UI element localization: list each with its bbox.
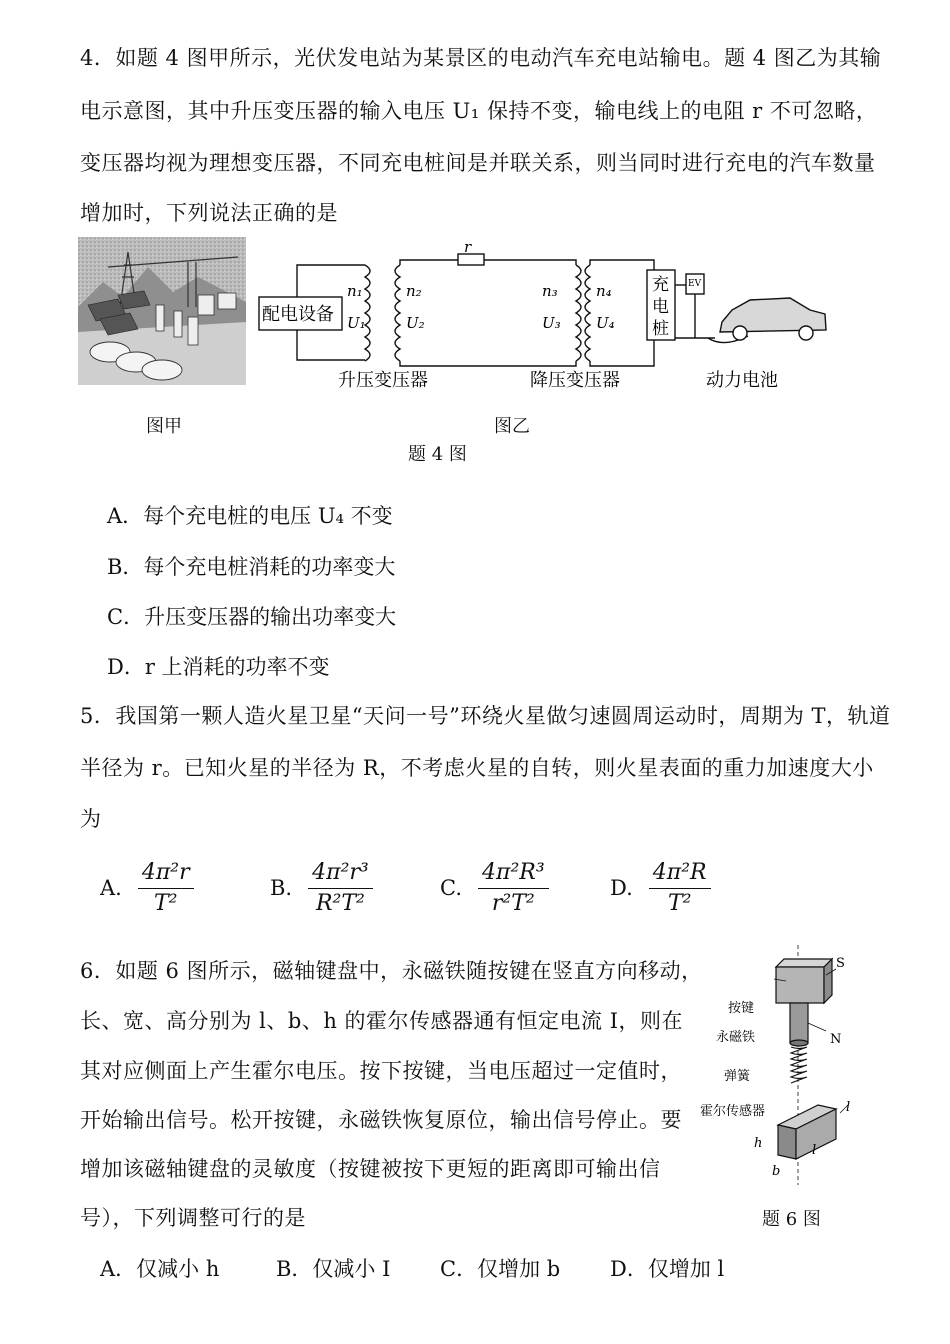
q4-option-c: C．升压变压器的输出功率变大 [107, 605, 397, 629]
tanhuang-label: 弹簧 [724, 1069, 751, 1084]
n3-label: n₃ [542, 282, 558, 300]
u3-label: U₃ [542, 314, 561, 332]
q6-figure-magnetic-key [690, 945, 870, 1187]
q4-option-a: A．每个充电桩的电压 U₄ 不变 [107, 504, 393, 528]
q6-option-a: A．仅减小 h [100, 1257, 220, 1281]
q6-option-d: D．仅增加 l [610, 1257, 725, 1281]
q5-option-d-denominator: T² [667, 891, 692, 916]
q5-line-2: 半径为 r。已知火星的半径为 R，不考虑火星的自转，则火星表面的重力加速度大小 [80, 756, 874, 780]
anjian-label: 按键 [728, 1001, 755, 1016]
q4-figure-caption: 题 4 图 [408, 444, 467, 465]
hall-sensor-front [778, 1125, 796, 1159]
q5-option-a-numerator: 4π²r [138, 860, 194, 889]
jiangya-label: 降压变压器 [530, 370, 620, 391]
q4-figure-yi-circuit [250, 240, 830, 395]
q6-option-c: C．仅增加 b [440, 1257, 561, 1281]
n4-label: n₄ [596, 282, 612, 300]
chongdian-char-2: 电 [652, 297, 669, 317]
q5-line-3: 为 [80, 807, 102, 831]
spring-coil [791, 1047, 807, 1083]
coil-primary-step-up [365, 265, 370, 361]
n-pole-label: N [830, 1032, 842, 1047]
h-label: h [754, 1136, 763, 1151]
q5-option-c-denominator: r²T² [491, 891, 535, 916]
q4-caption-jia: 图甲 [146, 416, 182, 437]
q6-line-4: 开始输出信号。松开按键，永磁铁恢复原位，输出信号停止。要 [80, 1108, 682, 1132]
q4-line-3: 变压器均视为理想变压器，不同充电桩间是并联关系，则当同时进行充电的汽车数量 [80, 151, 876, 175]
q5-option-a-denominator: T² [153, 891, 178, 916]
q6-line-6: 号），下列调整可行的是 [80, 1206, 306, 1230]
q5-option-c-numerator: 4π²R³ [478, 860, 549, 889]
key-cap-front [776, 967, 824, 1003]
u4-label: U₄ [596, 314, 615, 332]
coil-secondary-step-up [395, 265, 400, 361]
q4-line-1: 4．如题 4 图甲所示，光伏发电站为某景区的电动汽车充电站输电。题 4 图乙为其输 [80, 46, 882, 70]
q4-figure-jia-illustration [78, 237, 246, 385]
n1-label: n₁ [347, 282, 363, 300]
q5-option-b-label: B. [270, 876, 293, 900]
chongdian-char-1: 充 [652, 275, 669, 295]
q5-option-d [610, 860, 711, 916]
coil-secondary-step-down [585, 265, 590, 361]
wire [297, 330, 365, 360]
q6-line-1: 6．如题 6 图所示，磁轴键盘中，永磁铁随按键在竖直方向移动， [80, 959, 703, 983]
l-top-label: l [846, 1100, 851, 1115]
coil-primary-step-down [576, 265, 581, 361]
q4-option-b: B．每个充电桩消耗的功率变大 [107, 555, 396, 579]
q5-option-a-label: A. [100, 876, 122, 900]
q6-line-3: 其对应侧面上产生霍尔电压。按下按键，当电压超过一定值时， [80, 1059, 682, 1083]
q4-caption-yi: 图乙 [494, 416, 530, 437]
q6-option-b: B．仅减小 I [276, 1257, 391, 1281]
u2-label: U₂ [406, 314, 425, 332]
q5-option-b-numerator: 4π²r³ [308, 860, 373, 889]
r-label: r [464, 240, 472, 256]
q5-option-b [270, 860, 373, 916]
chongdian-char-3: 桩 [652, 319, 669, 339]
q5-option-b-denominator: R²T² [315, 891, 365, 916]
shengya-label: 升压变压器 [338, 370, 428, 391]
q5-option-a [100, 860, 194, 916]
q6-line-5: 增加该磁轴键盘的灵敏度（按键被按下更短的距离即可输出信 [80, 1157, 661, 1181]
q5-option-c [440, 860, 549, 916]
q4-line-2: 电示意图，其中升压变压器的输入电压 U₁ 保持不变，输电线上的电阻 r 不可忽略， [80, 99, 878, 123]
q6-line-2: 长、宽、高分别为 l、b、h 的霍尔传感器通有恒定电流 I，则在 [80, 1009, 684, 1033]
huoer-label: 霍尔传感器 [700, 1104, 766, 1119]
n-arrow [808, 1023, 826, 1031]
yongcitie-label: 永磁铁 [716, 1030, 756, 1045]
q5-option-d-numerator: 4π²R [649, 860, 711, 889]
q5-line-1: 5．我国第一颗人造火星卫星“天问一号”环绕火星做匀速圆周运动时，周期为 T，轨道 [80, 704, 891, 728]
b-label: b [772, 1164, 781, 1179]
key-cap-top [776, 959, 832, 967]
q5-option-c-label: C. [440, 876, 462, 900]
dongli-label: 动力电池 [706, 370, 778, 391]
s-pole-label: S [836, 956, 845, 971]
n2-label: n₂ [406, 282, 422, 300]
l-label: l [812, 1143, 817, 1158]
ev-label: EV [688, 279, 702, 289]
q4-option-d: D．r 上消耗的功率不变 [107, 655, 330, 679]
q6-figure-caption: 题 6 图 [762, 1209, 821, 1230]
magnet-body [790, 1003, 808, 1043]
peidian-label: 配电设备 [262, 304, 334, 325]
u1-label: U₁ [347, 314, 366, 332]
q5-option-d-label: D. [610, 876, 633, 900]
q4-line-4: 增加时，下列说法正确的是 [80, 201, 338, 225]
